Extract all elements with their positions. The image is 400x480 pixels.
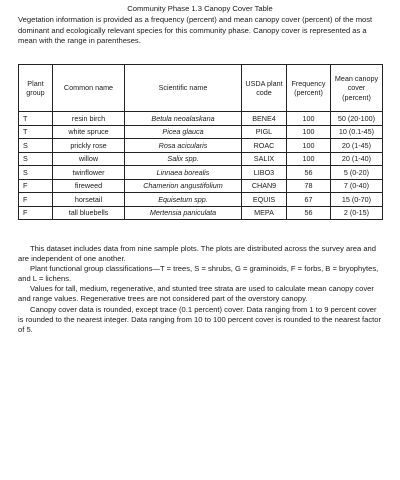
header-plant-group: Plant group (19, 65, 53, 112)
cell-frequency: 100 (287, 139, 331, 153)
cell-common-name: horsetail (53, 193, 125, 207)
note-paragraph: Canopy cover data is rounded, except trace (0.1 percent) cover. Data ranging from 1 to 9 percent cover is rounded to the nearest integer. Data ranging from 10 to 100 percent cover is rounded to the nearest factor of 5. (18, 304, 382, 334)
cell-frequency: 78 (287, 179, 331, 193)
cell-scientific-name: Equisetum spp. (125, 193, 242, 207)
cell-group: S (19, 152, 53, 166)
cell-usda-code: BENE4 (242, 112, 287, 126)
cell-usda-code: PIGL (242, 125, 287, 139)
header-scientific-name: Scientific name (125, 65, 242, 112)
cell-common-name: tall bluebells (53, 206, 125, 220)
note-paragraph: Values for tall, medium, regenerative, and stunted tree strata are used to calculate mean canopy cover and range values. Regenerative trees are not considered part of the overstory canopy. (18, 284, 374, 304)
table-row (19, 112, 383, 126)
cell-canopy-cover: 10 (0.1-45) (331, 125, 383, 139)
cell-canopy-cover: 20 (1-40) (331, 152, 383, 166)
cell-usda-code: MEPA (242, 206, 287, 220)
cell-scientific-name: Salix spp. (125, 152, 242, 166)
cell-common-name: fireweed (53, 179, 125, 193)
intro-paragraph: Vegetation information is provided as a frequency (percent) and mean canopy cover (percent) of the most dominant and ecologically relevant species for this community phase. Canopy cover is represented as a mean with the range in parentheses. (18, 15, 373, 46)
table-row (19, 179, 383, 193)
cell-canopy-cover: 2 (0-15) (331, 206, 383, 220)
cell-usda-code: LIBO3 (242, 166, 287, 180)
cell-frequency: 100 (287, 152, 331, 166)
table-header-row (19, 65, 383, 112)
cell-scientific-name: Betula neoalaskana (125, 112, 242, 126)
cell-canopy-cover: 7 (0-40) (331, 179, 383, 193)
table-row (19, 152, 383, 166)
cell-frequency: 100 (287, 125, 331, 139)
cell-group: F (19, 179, 53, 193)
cell-canopy-cover: 15 (0-70) (331, 193, 383, 207)
cell-common-name: white spruce (53, 125, 125, 139)
cell-scientific-name: Linnaea borealis (125, 166, 242, 180)
canopy-cover-table (18, 64, 383, 220)
cell-group: T (19, 125, 53, 139)
cell-frequency: 56 (287, 206, 331, 220)
cell-group: T (19, 112, 53, 126)
cell-common-name: prickly rose (53, 139, 125, 153)
table-row (19, 125, 383, 139)
cell-canopy-cover: 50 (20-100) (331, 112, 383, 126)
table-row (19, 193, 383, 207)
cell-usda-code: EQUIS (242, 193, 287, 207)
table-row (19, 139, 383, 153)
cell-canopy-cover: 20 (1-45) (331, 139, 383, 153)
header-usda-code: USDA plant code (242, 65, 287, 112)
page-title: Community Phase 1.3 Canopy Cover Table (127, 4, 273, 13)
table-notes (18, 244, 384, 335)
header-frequency: Frequency (percent) (287, 65, 331, 112)
cell-scientific-name: Mertensia paniculata (125, 206, 242, 220)
cell-frequency: 56 (287, 166, 331, 180)
cell-group: F (19, 193, 53, 207)
cell-common-name: willow (53, 152, 125, 166)
cell-usda-code: ROAC (242, 139, 287, 153)
table-row (19, 206, 383, 220)
cell-scientific-name: Chamerion angustifolium (125, 179, 242, 193)
header-common-name: Common name (53, 65, 125, 112)
cell-group: S (19, 139, 53, 153)
cell-canopy-cover: 5 (0-20) (331, 166, 383, 180)
note-paragraph: This dataset includes data from nine sample plots. The plots are distributed across the survey area and are independent of one another. (18, 244, 376, 264)
cell-usda-code: CHAN9 (242, 179, 287, 193)
cell-scientific-name: Rosa acicularis (125, 139, 242, 153)
cell-usda-code: SALIX (242, 152, 287, 166)
cell-frequency: 100 (287, 112, 331, 126)
cell-group: F (19, 206, 53, 220)
cell-common-name: twinflower (53, 166, 125, 180)
cell-scientific-name: Picea glauca (125, 125, 242, 139)
cell-frequency: 67 (287, 193, 331, 207)
cell-common-name: resin birch (53, 112, 125, 126)
cell-group: S (19, 166, 53, 180)
note-paragraph: Plant functional group classifications—T = trees, S = shrubs, G = graminoids, F = forbs, B = bryophytes, and L = lichens. (18, 264, 379, 284)
table-row (19, 166, 383, 180)
header-canopy-cover: Mean canopy cover (percent) (331, 65, 383, 112)
